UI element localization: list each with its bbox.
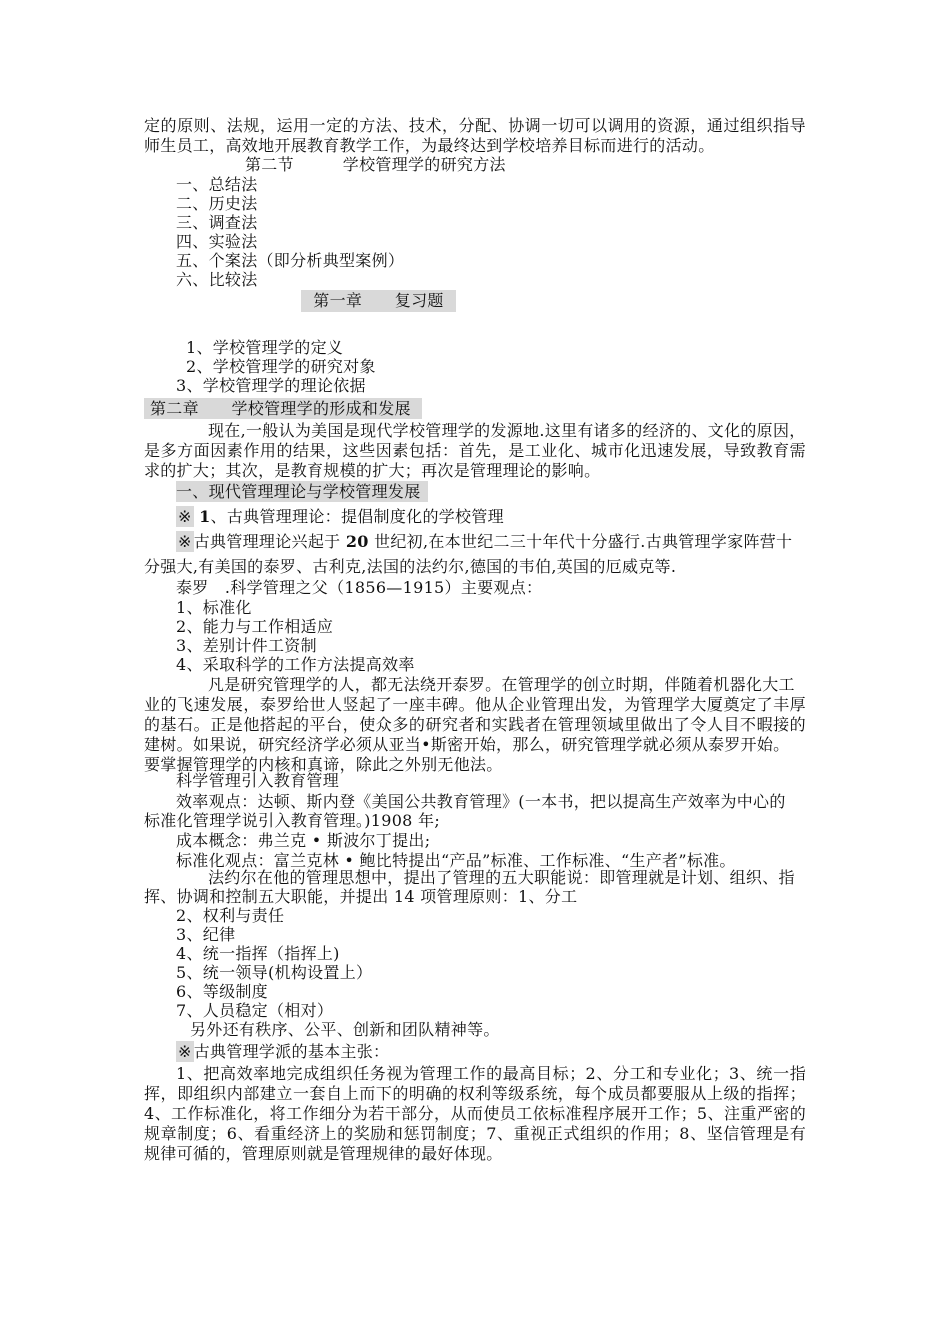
taylor-para-line: 的基石。正是他搭起的平台，使众多的研究者和实践者在管理领域里做出了令人目不暇接的 [144, 715, 806, 734]
fayol-principle: 2、权利与责任 [176, 906, 285, 925]
method-item: 五、个案法（即分析典型案例） [176, 251, 405, 270]
reference-mark: ※ [178, 532, 192, 551]
taylor-para-line: 建树。如果说，研究经济学必须从亚当•斯密开始，那么，研究管理学就必须从泰罗开始。 [144, 735, 790, 754]
method-item: 三、调查法 [176, 213, 258, 232]
classical-intro-part-b: 世纪初,在本世纪二三十年代十分盛行.古典管理学家阵营十 [368, 532, 793, 551]
chapter-2-para-line: 求的扩大；其次，是教育规模的扩大；再次是管理理论的影响。 [144, 461, 601, 480]
review-heading: 第一章 复习题 [301, 290, 456, 312]
taylor-para-line: 要掌握管理学的内核和真谛，除此之外别无他法。 [144, 755, 503, 774]
method-item: 四、实验法 [176, 232, 258, 251]
taylor-point: 4、采取科学的工作方法提高效率 [176, 655, 415, 674]
sci-edu-heading: 科学管理引入教育管理 [176, 771, 340, 790]
method-item: 六、比较法 [176, 270, 258, 289]
efficiency-line: 效率观点：达顿、斯内登《美国公共教育管理》(一本书，把以提高生产效率为中心的 [176, 792, 786, 811]
review-question: 3、学校管理学的理论依据 [176, 376, 366, 395]
classical-school-para-line: 挥，即组织内部建立一套自上而下的明确的权利等级系统，每个成员都要服从上级的指挥； [144, 1084, 806, 1103]
chapter-2-heading: 第二章 学校管理学的形成和发展 [144, 398, 422, 419]
classical-theory-heading [176, 507, 504, 527]
method-item: 二、历史法 [176, 194, 258, 213]
standard-line: 标准化观点：富兰克林 • 鲍比特提出“产品”标准、工作标准、“生产者”标准。 [176, 851, 736, 870]
classical-school-title: 古典管理学派的基本主张： [193, 1042, 390, 1061]
taylor-para-line: 业的飞速发展，泰罗给世人竖起了一座丰碑。他从企业管理出发，为管理学大厦奠定了丰厚 [144, 695, 806, 714]
classical-theory-title: 、古典管理理论：提倡制度化的学校管理 [210, 507, 504, 526]
section-2-heading: 第二节 学校管理学的研究方法 [245, 155, 506, 174]
classical-intro-line-2: 分强大,有美国的泰罗、古利克,法国的法约尔,德国的韦伯,英国的厄威克等. [144, 557, 677, 576]
intro-line-1: 定的原则、法规，运用一定的方法、技术，分配、协调一切可以调用的资源，通过组织指导 [144, 116, 806, 135]
fayol-para-line: 法约尔在他的管理思想中，提出了管理的五大职能说：即管理就是计划、组织、指 [208, 868, 795, 887]
classical-school-para-line: 规律可循的，管理原则就是管理规律的最好体现。 [144, 1144, 503, 1163]
efficiency-line: 标准化管理学说引入教育管理。)1908 年; [144, 811, 441, 830]
intro-line-2: 师生员工，高效地开展教育教学工作，为最终达到学校培养目标而进行的活动。 [144, 136, 715, 155]
reference-mark: ※ [178, 507, 192, 526]
reference-mark: ※ [178, 1042, 192, 1061]
modern-theory-heading: 一、现代管理理论与学校管理发展 [176, 481, 428, 502]
taylor-point: 3、差别计件工资制 [176, 636, 317, 655]
classical-intro-line-1 [176, 532, 792, 552]
taylor-point: 1、标准化 [176, 598, 252, 617]
method-item: 一、总结法 [176, 175, 258, 194]
review-question: 2、学校管理学的研究对象 [186, 357, 376, 376]
taylor-point: 2、能力与工作相适应 [176, 617, 334, 636]
classical-theory-number: 1 [199, 507, 211, 526]
fayol-others: 另外还有秩序、公平、创新和团队精神等。 [190, 1020, 500, 1039]
fayol-para-line: 挥、协调和控制五大职能，并提出 14 项管理原则：1、分工 [144, 887, 578, 906]
classical-school-heading [176, 1042, 389, 1062]
classical-intro-century: 20 [345, 532, 369, 551]
cost-line: 成本概念：弗兰克 • 斯波尔丁提出; [176, 831, 431, 850]
taylor-para-line: 凡是研究管理学的人，都无法绕开泰罗。在管理学的创立时期，伴随着机器化大工 [208, 675, 795, 694]
taylor-heading: 泰罗 .科学管理之父（1856—1915）主要观点： [176, 578, 543, 597]
chapter-2-para-line: 现在,一般认为美国是现代学校管理学的发源地.这里有诸多的经济的、文化的原因， [208, 421, 806, 440]
classical-school-para-line: 规章制度；6、看重经济上的奖励和惩罚制度；7、重视正式组织的作用；8、坚信管理是有 [144, 1124, 806, 1143]
fayol-principle: 7、人员稳定（相对） [176, 1001, 334, 1020]
fayol-principle: 5、统一领导(机构设置上） [176, 963, 373, 982]
review-question: 1、学校管理学的定义 [186, 338, 344, 357]
fayol-principle: 3、纪律 [176, 925, 236, 944]
fayol-principle: 4、统一指挥（指挥上) [176, 944, 340, 963]
classical-school-para-line: 1、把高效率地完成组织任务视为管理工作的最高目标；2、分工和专业化；3、统一指 [176, 1064, 806, 1083]
chapter-2-para-line: 是多方面因素作用的结果，这些因素包括：首先，是工业化、城市化迅速发展，导致教育需 [144, 441, 806, 460]
fayol-principle: 6、等级制度 [176, 982, 268, 1001]
classical-school-para-line: 4、工作标准化，将工作细分为若干部分，从而使员工依标准程序展开工作；5、注重严密的 [144, 1104, 806, 1123]
classical-intro-part-a: 古典管理理论兴起于 [193, 532, 346, 551]
